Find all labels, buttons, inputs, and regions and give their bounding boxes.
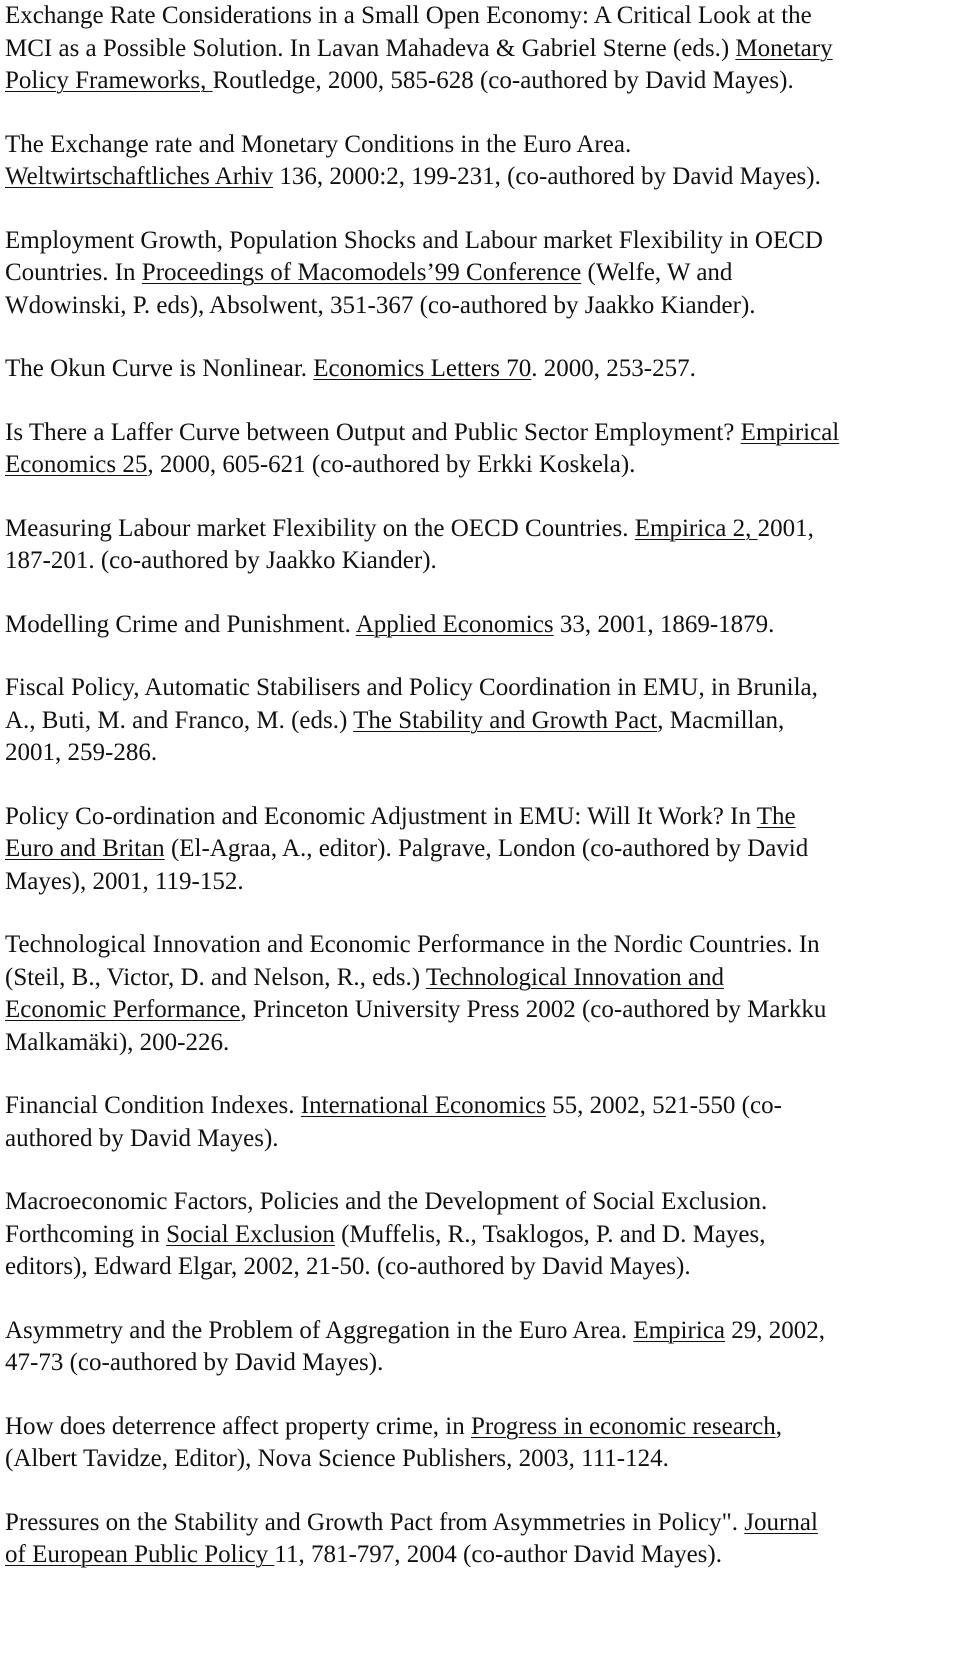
entry-line — [5, 129, 955, 162]
entry-line — [5, 929, 955, 962]
citation-text: 2001, 259-286. — [5, 739, 158, 766]
citation-text: , 2000, 605-621 (co-authored by Erkki Koskela). — [147, 451, 636, 478]
entry-line — [5, 1251, 955, 1284]
entry-line — [5, 545, 955, 578]
citation-text: (Albert Tavidze, Editor), Nova Science Publishers, 2003, 111-124. — [5, 1445, 669, 1472]
entry-line — [5, 1507, 955, 1540]
underlined-title: Journal — [744, 1508, 818, 1536]
entry-line — [5, 672, 955, 705]
underlined-title: The — [756, 802, 796, 830]
underlined-title: Empirica — [633, 1316, 725, 1344]
underlined-title: Economic Performance — [5, 996, 241, 1023]
citation-text: (El-Agraa, A., editor). Palgrave, London (co-authored by David — [164, 835, 809, 862]
citation-text: Is There a Laffer Curve between Output and Public Sector Employment? — [5, 418, 741, 446]
entry-line — [5, 866, 955, 899]
entry-line — [5, 1186, 955, 1219]
publication-entry — [5, 513, 955, 578]
citation-text: Countries. In — [5, 259, 142, 286]
entry-line — [5, 1219, 955, 1252]
citation-text: Mayes), 2001, 119-152. — [5, 867, 244, 895]
entry-line — [5, 513, 955, 546]
underlined-title: Economics 25 — [5, 451, 148, 478]
entry-line — [5, 994, 955, 1027]
entry-line — [5, 417, 955, 450]
underlined-title: Proceedings of Macomodels’99 Conference — [141, 259, 582, 286]
citation-text: (Steil, B., Victor, D. and Nelson, R., eds.) — [5, 963, 426, 991]
publication-entry — [5, 929, 955, 1059]
publication-entry — [5, 609, 955, 642]
citation-text: editors), Edward Elgar, 2002, 21-50. (co-authored by David Mayes). — [5, 1253, 691, 1280]
citation-text: Fiscal Policy, Automatic Stabilisers and Policy Coordination in EMU, in Brunila, — [5, 674, 818, 701]
citation-text: Asymmetry and the Problem of Aggregation in the Euro Area. — [5, 1316, 634, 1344]
citation-text: Policy Co-ordination and Economic Adjustment in EMU: Will It Work? In — [5, 802, 757, 830]
citation-text: Exchange Rate Considerations in a Small Open Economy: A Critical Look at the — [5, 2, 812, 29]
citation-text: 33, 2001, 1869-1879. — [553, 610, 775, 638]
underlined-title: Monetary — [735, 34, 833, 62]
publication-entry — [5, 417, 955, 482]
entry-line — [5, 737, 955, 770]
underlined-title: Progress in economic research — [471, 1412, 776, 1440]
citation-text: The Exchange rate and Monetary Conditions in the Euro Area. — [5, 130, 632, 158]
entry-line — [5, 833, 955, 866]
underlined-title: Empirica 2, — [634, 514, 758, 542]
citation-text: Pressures on the Stability and Growth Pact from Asymmetries in Policy". — [5, 1508, 745, 1536]
underlined-title: International Economics — [300, 1092, 546, 1119]
entry-line — [5, 1443, 955, 1476]
publication-entry — [5, 1315, 955, 1380]
publication-entry — [5, 1411, 955, 1476]
citation-text: . 2000, 253-257. — [531, 355, 696, 382]
citation-text: Financial Condition Indexes. — [5, 1092, 301, 1119]
citation-text: Routledge, 2000, 585-628 (co-authored by David Mayes). — [212, 67, 794, 94]
citation-text: Macroeconomic Factors, Policies and the Development of Social Exclusion. — [5, 1188, 768, 1215]
citation-text: 47-73 (co-authored by David Mayes). — [5, 1349, 384, 1376]
entry-line — [5, 290, 955, 323]
entry-line — [5, 962, 955, 995]
citation-text: Measuring Labour market Flexibility on the OECD Countries. — [5, 514, 635, 542]
citation-text: (Welfe, W and — [581, 259, 733, 286]
entry-line — [5, 1539, 955, 1572]
entry-line — [5, 609, 955, 642]
citation-text: The Okun Curve is Nonlinear. — [5, 355, 314, 382]
citation-text: Malkamäki), 200-226. — [5, 1028, 230, 1056]
citation-text: , Princeton University Press 2002 (co-authored by Markku — [240, 996, 827, 1023]
underlined-title: of European Public Policy — [5, 1541, 275, 1568]
citation-text: MCI as a Possible Solution. In Lavan Mahadeva & Gabriel Sterne (eds.) — [5, 34, 736, 62]
underlined-title: Empirical — [740, 418, 840, 446]
entry-line — [5, 1123, 955, 1156]
publication-entry — [5, 1186, 955, 1284]
entry-line — [5, 65, 955, 98]
entry-line — [5, 1411, 955, 1444]
underlined-title: Euro and Britan — [5, 835, 165, 862]
citation-text: authored by David Mayes). — [5, 1124, 279, 1152]
citation-text: Modelling Crime and Punishment. — [5, 610, 356, 638]
entry-line — [5, 1090, 955, 1123]
underlined-title: The Stability and Growth Pact — [353, 706, 658, 734]
entry-line — [5, 449, 955, 482]
underlined-title: Policy Frameworks, — [5, 67, 213, 94]
underlined-title: Weltwirtschaftliches Arhiv — [5, 163, 274, 190]
publication-entry — [5, 129, 955, 194]
publication-entry — [5, 672, 955, 770]
citation-text: Employment Growth, Population Shocks and Labour market Flexibility in OECD — [5, 226, 823, 254]
entry-line — [5, 161, 955, 194]
entry-line — [5, 257, 955, 290]
citation-text: A., Buti, M. and Franco, M. (eds.) — [5, 706, 354, 734]
entry-line — [5, 1027, 955, 1060]
publication-entry — [5, 1090, 955, 1155]
underlined-title: Applied Economics — [355, 610, 554, 638]
citation-text: 2001, — [757, 514, 814, 542]
citation-text: 55, 2002, 521-550 (co- — [545, 1092, 782, 1119]
underlined-title: Social Exclusion — [166, 1220, 335, 1248]
entry-line — [5, 353, 955, 386]
citation-text: How does deterrence affect property crime, in — [5, 1412, 471, 1440]
entry-line — [5, 801, 955, 834]
citation-text: 11, 781-797, 2004 (co-author David Mayes). — [274, 1541, 722, 1568]
publication-entry — [5, 801, 955, 899]
citation-text: , — [775, 1412, 782, 1440]
entry-line — [5, 33, 955, 66]
citation-text: 187-201. (co-authored by Jaakko Kiander). — [5, 547, 437, 574]
citation-text: 29, 2002, — [724, 1316, 825, 1344]
publication-entry — [5, 0, 955, 98]
entry-line — [5, 705, 955, 738]
underlined-title: Technological Innovation and — [425, 963, 725, 991]
publication-entry — [5, 353, 955, 386]
entry-line — [5, 0, 955, 33]
citation-text: Wdowinski, P. eds), Absolwent, 351-367 (co-authored by Jaakko Kiander). — [5, 291, 756, 319]
publication-entry — [5, 225, 955, 323]
entry-line — [5, 1315, 955, 1348]
entry-line — [5, 225, 955, 258]
entry-line — [5, 1347, 955, 1380]
publication-entry — [5, 1507, 955, 1572]
citation-text: 136, 2000:2, 199-231, (co-authored by David Mayes). — [273, 163, 821, 190]
citation-text: , Macmillan, — [657, 706, 785, 734]
citation-text: Technological Innovation and Economic Performance in the Nordic Countries. In — [5, 931, 820, 958]
citation-text: (Muffelis, R., Tsaklogos, P. and D. Mayes, — [334, 1220, 766, 1248]
publication-list — [5, 0, 955, 1603]
underlined-title: Economics Letters 70 — [313, 355, 532, 382]
citation-text: Forthcoming in — [5, 1220, 167, 1248]
